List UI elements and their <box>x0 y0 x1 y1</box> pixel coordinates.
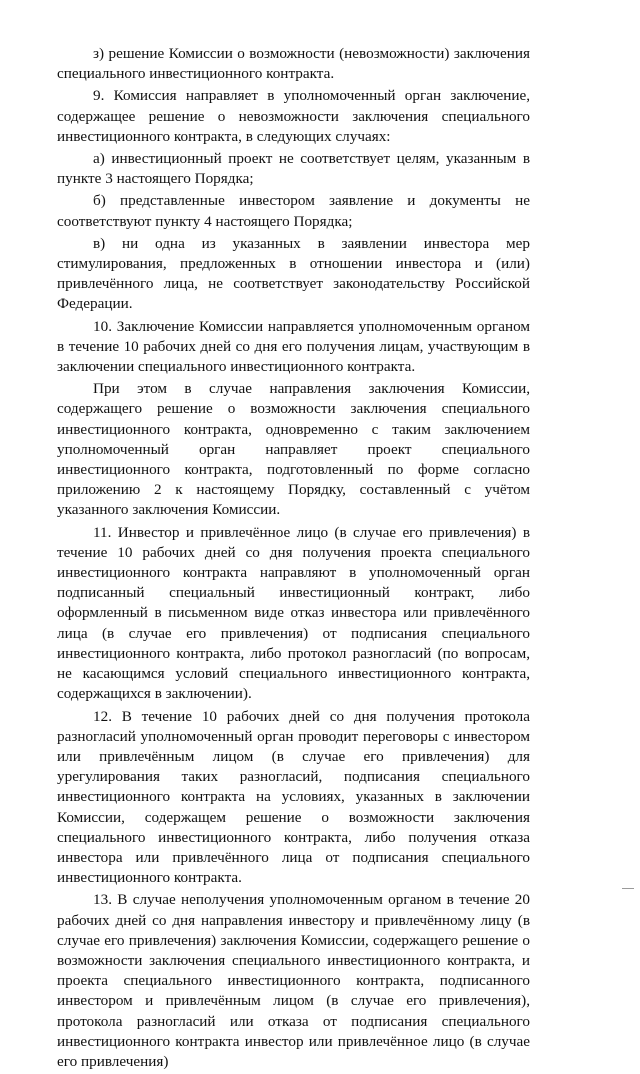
paragraph-9: 9. Комиссия направляет в уполномоченный орган заключение, содержащее решение о невозможности заключения специального инвестиционного контракта, в следующих случаях: <box>57 87 530 145</box>
paragraph-3z: з) решение Комиссии о возможности (невозможности) заключения специального инвестиционного контракта. <box>57 45 530 83</box>
paragraph-10: 10. Заключение Комиссии направляется уполномоченным органом в течение 10 рабочих дней со дня его получения лицам, участвующим в заключении специального инвестиционного контракта. <box>57 317 530 376</box>
paragraph-11: 11. Инвестор и привлечённое лицо (в случае его привлечения) в течение 10 рабочих дней со дня получения проекта специального инвестиционного контракта направляют в уполномоченный орган подписанный специальный инвестиционный контракт, либо оформленный в письменном виде отказ инвестора или привлечённого лица (в случае его привлечения) от подписания специального инвестиционного контракта, либо протокол разногласий (по вопросам, не касающимся условий специального инвестиционного контракта, содержащихся в заключении). <box>57 523 530 703</box>
paragraph-9a: а) инвестиционный проект не соответствует целям, указанным в пункте 3 настоящего Порядка; <box>57 150 530 188</box>
paragraph-12: 12. В течение 10 рабочих дней со дня получения протокола разногласий уполномоченный орган проводит переговоры с инвестором или привлечённым лицом (в случае его привлечения) для урегулирования таких разногласий, подписания специального инвестиционного контракта на условиях, указанных в заключении Комиссии, содержащем решение о возможности заключения специального инвестиционного контракта, либо получения отказа инвестора или привлечённого лица от подписания специального инвестиционного контракта. <box>57 707 530 887</box>
paragraph-9v: в) ни одна из указанных в заявлении инвестора мер стимулирования, предложенных в отношении инвестора и (или) привлечённого лица, не соответствует законодательству Российской Федерации. <box>57 234 530 313</box>
paragraph-13: 13. В случае неполучения уполномоченным органом в течение 20 рабочих дней со дня направления инвестору и привлечённому лицу (в случае его привлечения) заключения Комиссии, содержащего решение о возможности заключения специального инвестиционного контракта, и проекта специального инвестиционного контракта, подписанного инвестором и привлечённым лицом (в случае его привлечения), протокола разногласий или отказа от подписания специального инвестиционного контракта инвестор или привлечённое лицо (в случае его привлечения) <box>57 891 530 1070</box>
scan-edge-mark <box>622 888 634 889</box>
document-page <box>57 44 530 1074</box>
paragraph-10-continued: При этом в случае направления заключения Комиссии, содержащего решение о возможности заключения специального инвестиционного контракта, одновременно с таким заключением уполномоченный орган направляет проект специального инвестиционного контракта, подготовленный по форме согласно приложению 2 к настоящему Порядку, составленный с учётом указанного заключения Комиссии. <box>57 380 530 519</box>
paragraph-9b: б) представленные инвестором заявление и документы не соответствуют пункту 4 настоящего Порядка; <box>57 192 530 230</box>
